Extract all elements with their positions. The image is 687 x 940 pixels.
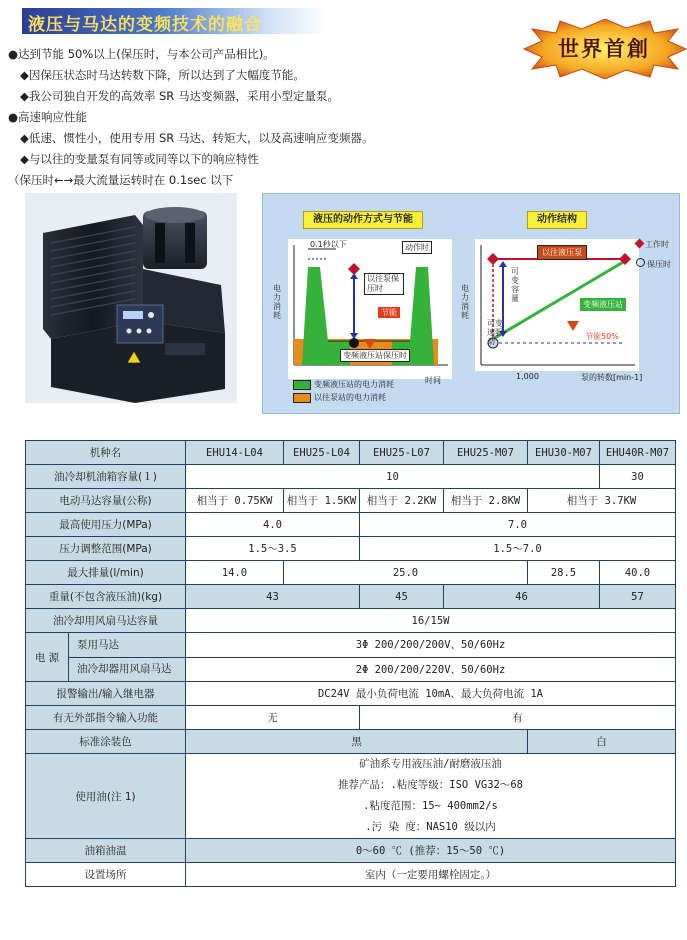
right-x-axis-label: 泵的转数[min-1] <box>581 373 643 382</box>
table-cell: 40.0 <box>600 561 676 585</box>
oil-line: 矿油系专用液压油/耐磨液压油 <box>359 758 502 770</box>
right-chart-area <box>475 239 639 371</box>
oil-spec-cell <box>186 754 676 839</box>
table-cell: 43 <box>186 585 360 609</box>
feature-item: ●达到节能 50%以上(保压时，与本公司产品相比)。 <box>8 47 275 61</box>
table-cell: 1.5～7.0 <box>360 537 676 561</box>
legend-hold <box>636 258 671 270</box>
header-cell: EHU25-L07 <box>360 441 444 465</box>
feature-item: ◆与以往的变量泵有同等或同等以下的响应特性 <box>20 152 259 166</box>
table-row <box>26 513 676 537</box>
row-label: 最高使用压力(MPa) <box>26 513 186 537</box>
table-row <box>26 585 676 609</box>
hydraulic-unit-image <box>25 193 237 403</box>
table-row <box>26 561 676 585</box>
badge-text: 世界首創 <box>558 37 650 61</box>
row-label: 最大排量(l/min) <box>26 561 186 585</box>
table-row <box>26 754 676 839</box>
oil-line: .粘度范围：15~ 400mm2/s <box>363 800 498 812</box>
inverter-hold-label: 变频液压站保压时 <box>340 349 410 362</box>
left-x-axis-label: 时间 <box>425 376 441 385</box>
table-row <box>26 489 676 513</box>
row-label: 报警输出/输入继电器 <box>26 682 186 706</box>
legend-work <box>636 239 671 250</box>
header-cell: 机种名 <box>26 441 186 465</box>
table-cell: 相当于 2.8KW <box>444 489 528 513</box>
table-row <box>26 839 676 863</box>
row-label: 油冷却用风扇马达容量 <box>26 609 186 633</box>
feature-item: ◆低速、惯性小，使用专用 SR 马达、转矩大，以及高速响应变频器。 <box>20 131 374 145</box>
table-cell: 2Φ 200/200/220V、50/60Hz <box>186 657 676 682</box>
table-cell: 4.0 <box>186 513 360 537</box>
table-header-row <box>26 441 676 465</box>
table-cell: 白 <box>528 730 676 754</box>
row-label: 设置场所 <box>26 863 186 887</box>
time-label: 0.1秒以下 <box>310 240 347 249</box>
feature-item: ◆因保压状态时马达转数下降，所以达到了大幅度节能。 <box>20 68 305 82</box>
table-cell: 45 <box>360 585 444 609</box>
table-cell: 46 <box>444 585 600 609</box>
row-label: 压力调整范围(MPa) <box>26 537 186 561</box>
legend-work-text: 工作时 <box>645 240 669 249</box>
table-cell: 7.0 <box>360 513 676 537</box>
green-swatch <box>293 380 311 390</box>
action-label: 动作时 <box>402 241 432 254</box>
saving-50-label: 节能50% <box>585 332 619 341</box>
variable-capacity-label: 可变容量 <box>511 267 519 303</box>
table-cell: 相当于 2.2KW <box>360 489 444 513</box>
table-cell: 3Φ 200/200/200V、50/60Hz <box>186 633 676 658</box>
variable-speed-label: 可变速驱动 <box>487 319 503 346</box>
left-chart-area <box>288 239 452 379</box>
row-label: 油箱油温 <box>26 839 186 863</box>
table-row <box>26 706 676 730</box>
power-group-cell <box>26 633 186 682</box>
legend-green <box>293 379 394 390</box>
saving-label: 节能 <box>378 307 400 318</box>
table-cell: 相当于 0.75KW <box>186 489 284 513</box>
table-cell: 28.5 <box>528 561 600 585</box>
row-label: 标准涂装色 <box>26 730 186 754</box>
table-row <box>26 682 676 706</box>
table-row <box>26 609 676 633</box>
table-cell: 25.0 <box>284 561 528 585</box>
work-diamond-icon <box>635 239 645 249</box>
table-cell: 10 <box>186 465 600 489</box>
oil-line: 推荐产品：.粘度等级：ISO VG32～68 <box>337 779 524 791</box>
table-cell: 57 <box>600 585 676 609</box>
world-first-badge <box>522 19 687 79</box>
header-cell: EHU25-L04 <box>284 441 360 465</box>
spec-table <box>25 440 676 887</box>
table-cell: 相当于 3.7KW <box>528 489 676 513</box>
bottom-legend <box>293 379 394 403</box>
header-cell: EHU14-L04 <box>186 441 284 465</box>
table-row <box>26 863 676 887</box>
row-label: 使用油(注 1) <box>26 754 186 839</box>
feature-item: ●高速响应性能 <box>8 110 88 124</box>
table-cell: 无 <box>186 706 360 730</box>
right-diagram-title: 动作结构 <box>527 211 587 229</box>
table-cell: 黑 <box>186 730 528 754</box>
orange-swatch <box>293 393 311 403</box>
left-y-axis-label: 电力消耗 <box>273 284 281 320</box>
header-cell: EHU25-M07 <box>444 441 528 465</box>
energy-saving-diagram <box>262 193 680 414</box>
table-row <box>26 730 676 754</box>
fan-motor-label: 油冷却器用风扇马达 <box>77 663 172 675</box>
table-row <box>26 537 676 561</box>
product-photo <box>25 193 237 403</box>
page-title-banner <box>22 8 328 34</box>
row-label: 油冷却机油箱容量(１) <box>26 465 186 489</box>
right-legend <box>636 239 671 270</box>
page-title: 液压与马达的变频技术的融合 <box>28 15 262 35</box>
oil-line: .污 染 度：NAS10 级以内 <box>365 821 496 833</box>
table-row <box>26 633 676 658</box>
header-cell: EHU40R-M07 <box>600 441 676 465</box>
header-cell: EHU30-M07 <box>528 441 600 465</box>
table-cell: 1.5～3.5 <box>186 537 360 561</box>
power-label: 电 源 <box>26 633 69 681</box>
table-cell: 30 <box>600 465 676 489</box>
table-cell: 室内（一定要用螺栓固定。） <box>186 863 676 887</box>
table-cell: 14.0 <box>186 561 284 585</box>
table-cell: 16/15W <box>186 609 676 633</box>
legend-hold-text: 保压时 <box>647 260 671 269</box>
inverter-pump-label: 变频液压站 <box>579 297 627 312</box>
legend-orange-text: 以往泵站的电力消耗 <box>314 393 386 402</box>
legend-green-text: 变频液压站的电力消耗 <box>314 380 394 389</box>
row-label: 有无外部指令输入功能 <box>26 706 186 730</box>
conventional-pump-label: 以往液压泵 <box>537 245 587 260</box>
row-label: 重量(不包含液压油)(kg) <box>26 585 186 609</box>
table-cell: 有 <box>360 706 676 730</box>
table-row <box>26 465 676 489</box>
table-cell: 0～60 ℃ (推荐：15～50 ℃) <box>186 839 676 863</box>
hold-circle-icon <box>636 258 645 267</box>
conventional-hold-label: 以往泵保压时 <box>364 273 404 295</box>
feature-item: （保压时←→最大流量运转时在 0.1sec 以下 <box>8 173 234 187</box>
feature-item: ◆我公司独自开发的高效率 SR 马达变频器，采用小型定量泵。 <box>20 89 339 103</box>
table-cell: DC24V 最小负荷电流 10mA、最大负荷电流 1A <box>186 682 676 706</box>
pump-motor-label: 泵用马达 <box>69 633 185 658</box>
speed-tick-1000: 1,000 <box>516 372 539 381</box>
legend-orange <box>293 392 394 403</box>
right-y-axis-label: 电力消耗 <box>461 284 469 320</box>
left-diagram-title: 液压的动作方式与节能 <box>303 211 423 229</box>
table-cell: 相当于 1.5KW <box>284 489 360 513</box>
row-label: 电动马达容量(公称) <box>26 489 186 513</box>
feature-list <box>8 44 528 191</box>
